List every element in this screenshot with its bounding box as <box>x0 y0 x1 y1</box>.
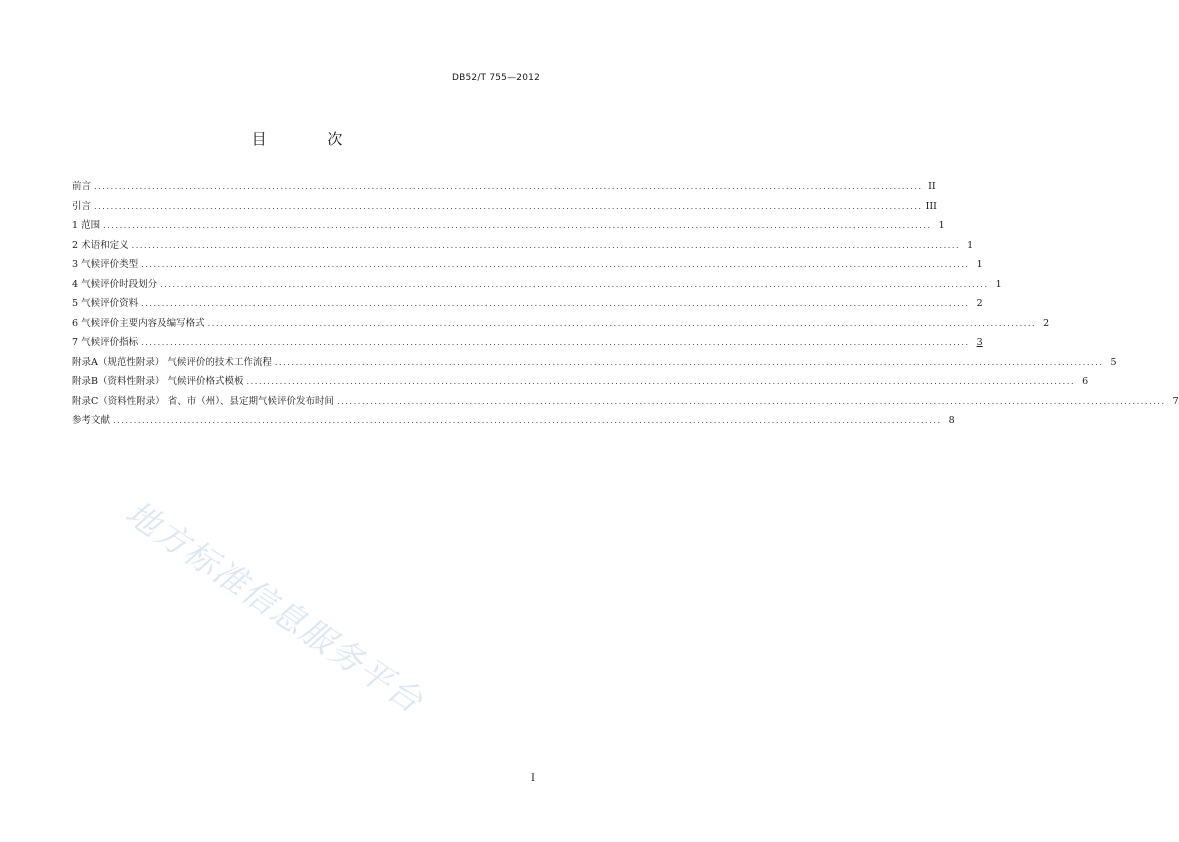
toc-entry-page: 3 <box>976 337 983 348</box>
page-number: I <box>531 773 535 784</box>
toc-entry-label: 附录A（规范性附录） 气候评价的技术工作流程 <box>72 356 272 368</box>
toc-entry[interactable] <box>72 315 1050 335</box>
toc-entry[interactable] <box>72 198 937 218</box>
toc-entry[interactable] <box>72 217 945 237</box>
toc-entry-label: 7 气候评价指标 <box>72 337 139 348</box>
toc-entry-label: 3 气候评价类型 <box>72 259 139 270</box>
toc-entry-page: 2 <box>976 298 983 309</box>
toc-entry-label: 附录C（资料性附录） 省、市（州）、县定期气候评价发布时间 <box>72 395 335 407</box>
toc-dot-leader: ........................................................................................................................................................................................................ <box>94 182 923 191</box>
toc-dot-leader: ........................................................................................................................................................................................................ <box>160 279 989 289</box>
toc-entry-label: 4 气候评价时段划分 <box>72 278 158 290</box>
toc-entry-label: 附录B（资料性附录） 气候评价格式模板 <box>72 376 244 387</box>
toc-entry-label: 前言 <box>72 181 92 192</box>
toc-entry-label: 参考文献 <box>72 415 111 426</box>
toc-dot-leader: ........................................................................................................................................................................................................ <box>274 357 1104 367</box>
toc-entry-page: 1 <box>995 278 1002 290</box>
table-of-contents <box>72 178 1179 432</box>
toc-dot-leader: ........................................................................................................................................................................................................ <box>141 338 970 347</box>
toc-entry-page: 1 <box>976 259 983 270</box>
toc-entry-label: 1 范围 <box>72 220 101 231</box>
toc-entry[interactable] <box>72 412 955 432</box>
toc-entry[interactable] <box>72 237 974 257</box>
toc-entry-page: 2 <box>1043 317 1050 329</box>
watermark-text: 地方标准信息服务平台 <box>118 492 431 722</box>
toc-dot-leader: ........................................................................................................................................................................................................ <box>207 318 1037 328</box>
toc-entry[interactable] <box>72 373 1089 393</box>
toc-entry-label: 6 气候评价主要内容及编写格式 <box>72 317 205 329</box>
toc-dot-leader: ........................................................................................................................................................................................................ <box>141 260 970 269</box>
toc-entry-page: 5 <box>1110 356 1117 368</box>
toc-entry[interactable] <box>72 334 983 354</box>
toc-entry[interactable] <box>72 256 983 276</box>
toc-dot-leader: ........................................................................................................................................................................................................ <box>246 377 1076 386</box>
toc-dot-leader: ........................................................................................................................................................................................................ <box>103 221 932 230</box>
toc-entry[interactable] <box>72 393 1179 413</box>
toc-entry-page: 7 <box>1172 395 1179 407</box>
toc-dot-leader: ........................................................................................................................................................................................................ <box>94 201 923 211</box>
toc-entry[interactable] <box>72 354 1117 374</box>
toc-dot-leader: ........................................................................................................................................................................................................ <box>337 396 1166 406</box>
page-title: 目 次 <box>251 130 371 148</box>
toc-entry-label: 5 气候评价资料 <box>72 298 139 309</box>
toc-entry-page: 8 <box>948 415 955 426</box>
toc-entry[interactable] <box>72 276 1002 296</box>
toc-dot-leader: ........................................................................................................................................................................................................ <box>113 416 942 425</box>
toc-entry-page: 1 <box>938 220 945 231</box>
toc-entry-page: III <box>925 200 937 212</box>
toc-entry[interactable] <box>72 295 983 315</box>
toc-entry-label: 2 术语和定义 <box>72 239 129 251</box>
toc-dot-leader: ........................................................................................................................................................................................................ <box>141 299 970 308</box>
toc-dot-leader: ........................................................................................................................................................................................................ <box>131 240 961 250</box>
toc-entry-label: 引言 <box>72 200 92 212</box>
toc-entry[interactable] <box>72 178 936 198</box>
toc-entry-page: 6 <box>1082 376 1089 387</box>
document-code: DB52/T 755—2012 <box>451 73 540 83</box>
toc-entry-page: 1 <box>967 239 974 251</box>
toc-entry-page: II <box>928 181 936 192</box>
